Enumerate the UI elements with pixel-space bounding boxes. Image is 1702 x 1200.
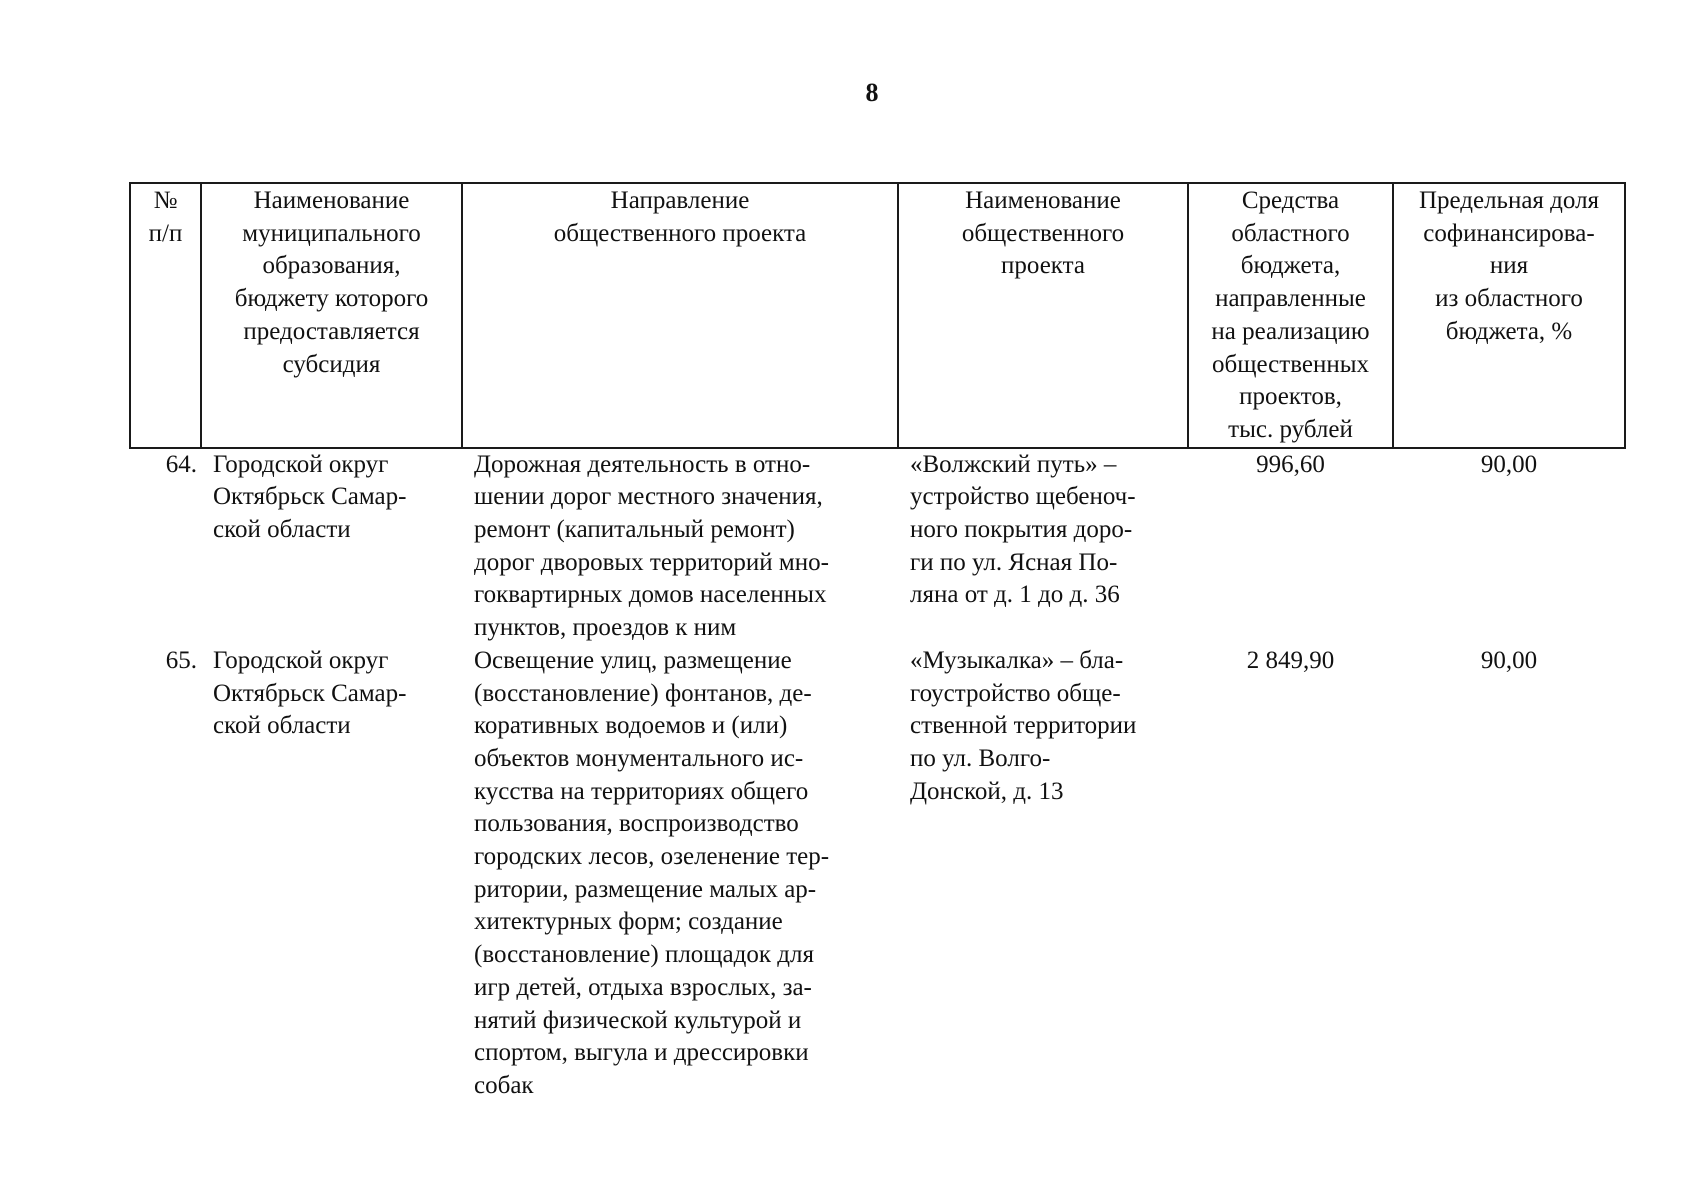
header-direction: Направление общественного проекта — [462, 183, 898, 448]
table-row — [130, 645, 1625, 1103]
table-body — [130, 448, 1625, 1103]
header-row — [130, 183, 1625, 448]
row-project-name: «Музыкалка» – бла- гоустройство обще- ственной территории по ул. Волго- Донской, д. 13 — [910, 646, 1137, 805]
row-number: 64. — [165, 450, 197, 478]
header-project-name: Наименование общественного проекта — [898, 183, 1188, 448]
row-direction: Дорожная деятельность в отно- шении дорог местного значения, ремонт (капитальный ремонт) дорог дворовых территорий мно- гоквартирных домов населенных пунктов, проездов к ним — [474, 450, 829, 642]
row-budget-funds: 996,60 — [1256, 450, 1325, 478]
row-budget-funds: 2 849,90 — [1246, 646, 1335, 674]
row-municipality: Городской округ Октябрьск Самар- ской области — [213, 646, 407, 740]
row-number: 65. — [165, 646, 197, 674]
header-number: № п/п — [130, 183, 201, 448]
row-cofinancing-share: 90,00 — [1480, 450, 1538, 478]
header-budget-funds: Средства областного бюджета, направленные на реализацию общественных проектов, тыс. рублей — [1188, 183, 1393, 448]
row-cofinancing-share: 90,00 — [1480, 646, 1538, 674]
row-project-name: «Волжский путь» – устройство щебеноч- ного покрытия доро- ги по ул. Ясная По- ляна от д. 1 до д. 36 — [910, 450, 1136, 609]
row-municipality: Городской округ Октябрьск Самар- ской области — [213, 450, 407, 544]
subsidy-table — [129, 182, 1626, 1103]
row-direction: Освещение улиц, размещение (восстановление) фонтанов, де- коративных водоемов и (или) объектов монументального ис- кусства на территориях общего пользования, воспроизводство городских лесов, озеленение тер- ритории, размещение малых ар- хитектурных форм; создание (восстановление) площадок для игр детей, отдыха взрослых, за- нятий физической культурой и спортом, выгула и дрессировки собак — [474, 646, 830, 1099]
table-header — [130, 183, 1625, 448]
header-municipality: Наименование муниципального образования, бюджету которого предоставляется субсидия — [201, 183, 462, 448]
page-number: 8 — [865, 78, 879, 107]
header-cofinancing-share: Предельная доля софинансирова- ния из областного бюджета, % — [1393, 183, 1625, 448]
table-row — [130, 448, 1625, 645]
